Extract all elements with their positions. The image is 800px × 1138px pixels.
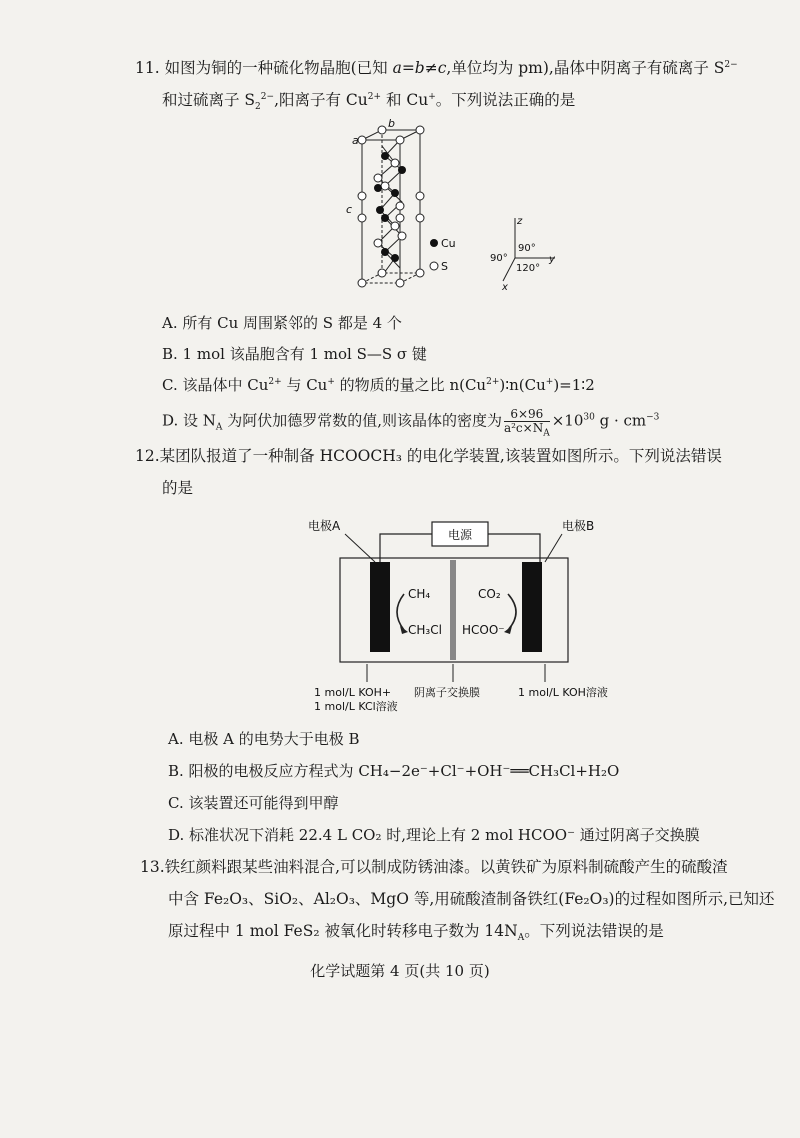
ch4-label: CH₄ (408, 587, 431, 601)
page-footer: 化学试题第 4 页(共 10 页) (310, 962, 490, 980)
q12-stem-line1: 12.某团队报道了一种制备 HCOOCH₃ 的电化学装置,该装置如图所示。下列说法错误 (135, 447, 722, 465)
q13-stem-line3: 原过程中 1 mol FeS₂ 被氧化时转移电子数为 $14N_A$。下列说法错误的是 (168, 922, 664, 944)
q12-option-d: D. 标准状况下消耗 22.4 L CO₂ 时,理论上有 2 mol HCOO⁻ 通过阴离子交换膜 (168, 826, 700, 844)
q12-option-c: C. 该装置还可能得到甲醇 (168, 794, 339, 812)
right-solution-label: 1 mol/L KOH溶液 (518, 686, 608, 699)
density-fraction: $\frac{6\times 96}{a^2c\times N_A}$ (503, 407, 550, 439)
power-label: 电源 (447, 528, 473, 542)
q11-option-a: A. 所有 Cu 周围紧邻的 S 都是 4 个 (162, 314, 402, 332)
left-solution-line2: 1 mol/L KCl溶液 (314, 700, 398, 713)
legend-cu-label: Cu (441, 237, 456, 250)
q11-option-d: D. 设 $N_A$ 为阿伏加德罗常数的值,则该晶体的密度为 $\frac{6\times 96}{a^2c\times N_A}$ $\times 10^{30}$ $g \cdot cm^{-3}$ (162, 407, 660, 439)
axis-x: x (502, 282, 508, 293)
q13-stem-line1: 13.铁红颜料跟某些油料混合,可以制成防锈油漆。以黄铁矿为原料制硫酸产生的硫酸渣 (140, 858, 728, 876)
electrode-b-label: 电极B (562, 519, 595, 533)
axis-z: z (517, 216, 523, 227)
q13-number: 13. (140, 858, 165, 876)
q12-option-a: A. 电极 A 的电势大于电极 B (168, 730, 360, 748)
q13-stem-line2: 中含 Fe₂O₃、SiO₂、Al₂O₃、MgO 等,用硫酸渣制备铁红(Fe₂O₃)的过程如图所示,已知还 (168, 890, 775, 908)
electrode-b (522, 562, 542, 652)
ch3cl-label: CH₃Cl (408, 623, 442, 637)
angle-120: 120° (516, 263, 541, 274)
crystal-cell-figure (340, 118, 580, 303)
label-c: c (346, 203, 353, 216)
left-solution-line1: 1 mol/L KOH+ (314, 686, 392, 699)
q11-number: 11. (135, 59, 160, 77)
electrode-a-label: 电极A (308, 519, 341, 533)
electrochemical-cell-figure (300, 512, 608, 717)
q11-option-b: B. 1 mol 该晶胞含有 1 mol S—S σ 键 (162, 345, 427, 363)
axis-y: y (549, 254, 555, 265)
electrode-a (370, 562, 390, 652)
anion-exchange-membrane (450, 560, 456, 660)
q12-option-b: B. 阳极的电极反应方程式为 CH₄−2e⁻+Cl⁻+OH⁻══CH₃Cl+H₂O (168, 762, 620, 780)
hcoo-label: HCOO⁻ (462, 623, 505, 637)
angle-90-top: 90° (518, 243, 536, 254)
left-reaction-arrow (397, 594, 404, 630)
legend-s-marker (430, 262, 438, 270)
q11-option-c: C. 该晶体中 $Cu^{2+}$ 与 Cu+ 的物质的量之比 $n(Cu^{2+})∶n(Cu^+)=1∶2$ (162, 376, 595, 394)
legend-s-label: S (441, 260, 448, 273)
q11-stem-line2: 和过硫离子 $S_2^{2-}$,阳离子有 $Cu^{2+}$ 和 Cu+。下列说法正确的是 (162, 91, 576, 113)
membrane-label: 阴离子交换膜 (414, 686, 480, 699)
angle-90-left: 90° (490, 253, 508, 264)
q12-number: 12. (135, 447, 160, 465)
right-reaction-arrow (508, 594, 516, 630)
q11-stem-line1: 11. 如图为铜的一种硫化物晶胞(已知 a=b≠c,单位均为 pm),晶体中阴离子有硫离子 $S^{2-}$ (135, 59, 738, 77)
legend-cu-marker (430, 239, 438, 247)
label-b: b (388, 117, 395, 130)
co2-label: CO₂ (478, 587, 501, 601)
label-a: a (352, 134, 359, 147)
q12-stem-line2: 的是 (162, 479, 194, 497)
